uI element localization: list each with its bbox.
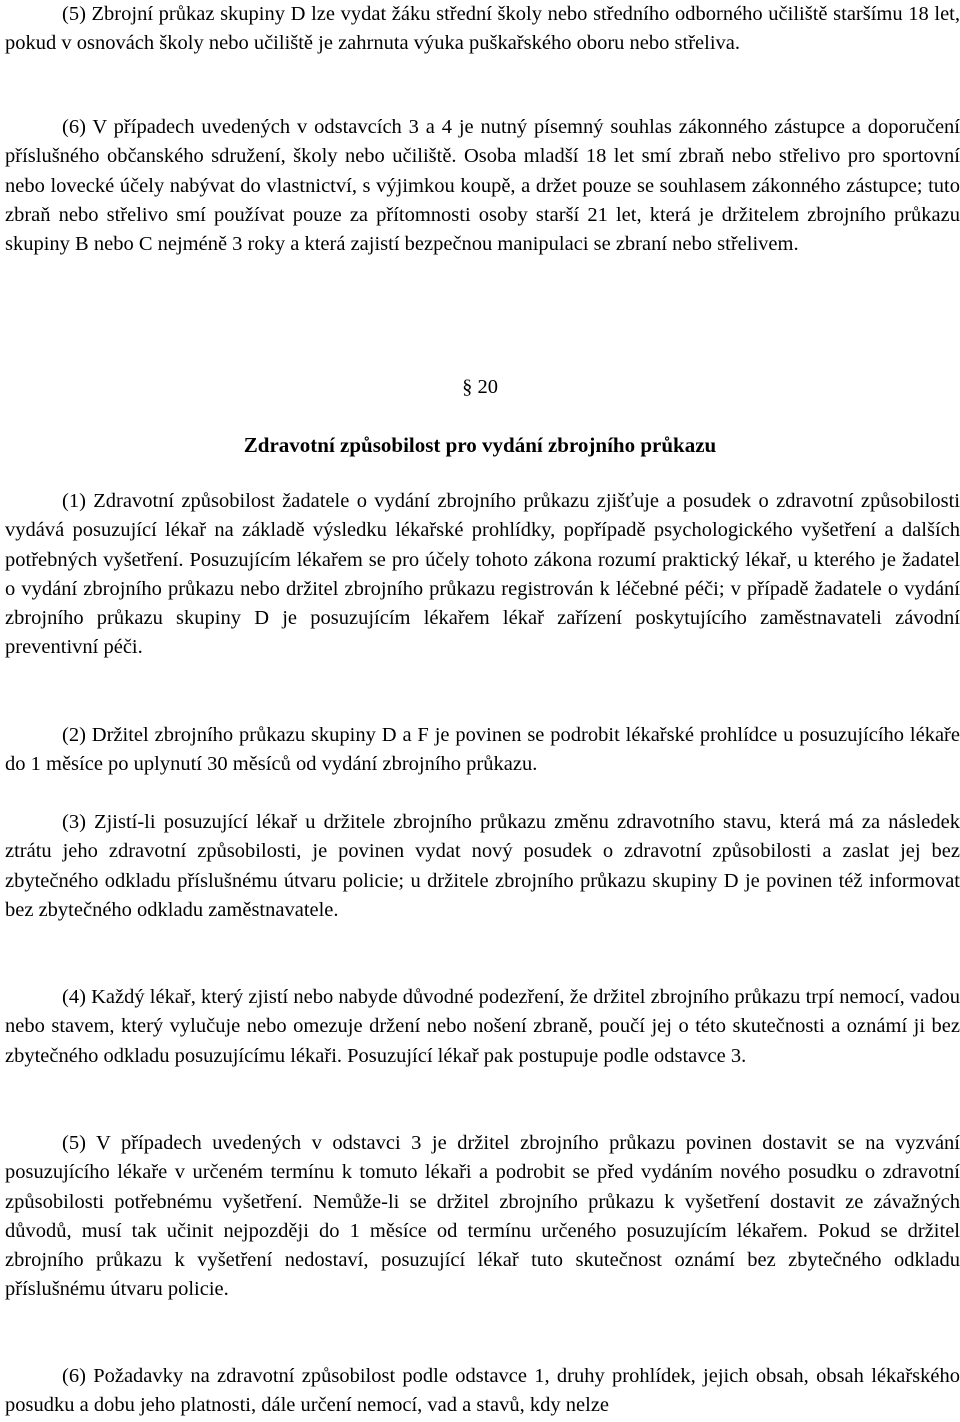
paragraph-2: (2) Držitel zbrojního průkazu skupiny D a F je povinen se podrobit lékařské prohlídce u posuzujícího lékaře do 1 měsíce po uplynutí 30 měsíců od vydání zbrojního průkazu. bbox=[5, 724, 960, 776]
section-title: Zdravotní způsobilost pro vydání zbrojního průkazu bbox=[243, 433, 717, 457]
paragraph-4: (4) Každý lékař, který zjistí nebo nabyde důvodné podezření, že držitel zbrojního průkazu trpí nemocí, vadou nebo stavem, který vylučuje nebo omezuje držení nebo nošení zbraně, poučí jej o této skutečnosti a oznámí ji bez zbytečného odkladu posuzujícímu lékaři. Posuzující lékař pak postupuje podle odstavce 3. bbox=[5, 986, 960, 1067]
paragraph-3: (3) Zjistí-li posuzující lékař u držitele zbrojního průkazu změnu zdravotního stavu, která má za následek ztrátu jeho zdravotní způsobilosti, je povinen vydat nový posudek o zdravotní způsobilosti a zaslat jej bez zbytečného odkladu příslušnému útvaru policie; u držitele zbrojního průkazu skupiny D je povinen též informovat bez zbytečného odkladu zaměstnavatele. bbox=[5, 811, 960, 921]
paragraph-6: (6) Požadavky na zdravotní způsobilost podle odstavce 1, druhy prohlídek, jejich obsah, obsah lékařského posudku a dobu jeho platnosti, dále určení nemocí, vad a stavů, kdy nelze bbox=[5, 1365, 960, 1417]
section-number: § 20 bbox=[462, 376, 498, 398]
paragraph-5: (5) V případech uvedených v odstavci 3 je držitel zbrojního průkazu povinen dostavit se na vyzvání posuzujícího lékaře v určeném termínu k tomuto lékaři a podrobit se před vydáním nového posudku o zdravotní způsobilosti potřebnému vyšetření. Nemůže-li se držitel zbrojního průkazu k vyšetření dostavit ze závažných důvodů, musí tak učinit nejpozději do 1 měsíce od termínu určeného posuzujícím lékařem. Pokud se držitel zbrojního průkazu k vyšetření nedostaví, posuzující lékař tuto skutečnost oznámí bez zbytečného odkladu příslušnému útvaru policie. bbox=[5, 1132, 960, 1301]
paragraph-6-previous-section: (6) V případech uvedených v odstavcích 3 a 4 je nutný písemný souhlas zákonného zástupce a doporučení příslušného občanského sdružení, školy nebo učiliště. Osoba mladší 18 let smí zbraň nebo střelivo pro sportovní nebo lovecké účely nabývat do vlastnictví, s výjimkou koupě, a držet pouze se souhlasem zákonného zástupce; tuto zbraň nebo střelivo smí používat pouze za přítomnosti osoby starší 21 let, která je držitelem zbrojního průkazu skupiny B nebo C nejméně 3 roky a která zajistí bezpečnou manipulaci se zbraní nebo střelivem. bbox=[5, 116, 960, 256]
paragraph-5-previous-section: (5) Zbrojní průkaz skupiny D lze vydat žáku střední školy nebo středního odborného učiliště staršímu 18 let, pokud v osnovách školy nebo učiliště je zahrnuta výuka puškařského oboru nebo střeliva. bbox=[5, 3, 960, 55]
paragraph-1: (1) Zdravotní způsobilost žadatele o vydání zbrojního průkazu zjišťuje a posudek o zdravotní způsobilosti vydává posuzující lékař na základě výsledku lékařské prohlídky, popřípadě psychologického vyšetření a dalších potřebných vyšetření. Posuzujícím lékařem se pro účely tohoto zákona rozumí praktický lékař, u kterého je žadatel o vydání zbrojního průkazu nebo držitel zbrojního průkazu registrován k léčebné péči; v případě žadatele o vydání zbrojního průkazu skupiny D je posuzujícím lékařem lékař zařízení poskytujícího zaměstnavateli závodní preventivní péči. bbox=[5, 490, 960, 659]
